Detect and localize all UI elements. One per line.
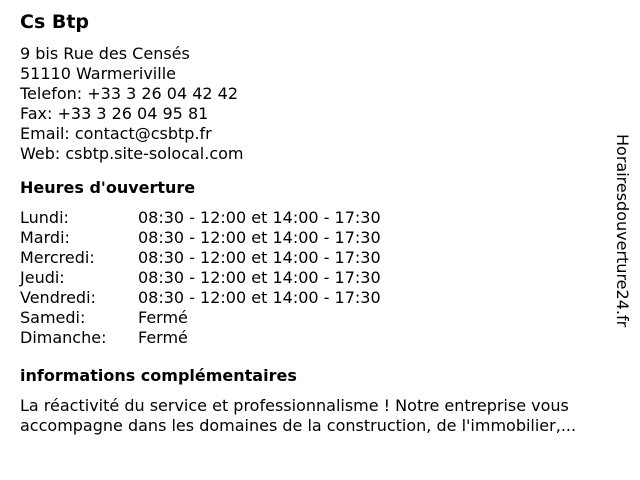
address-street: 9 bis Rue des Censés [20, 44, 190, 63]
hours-day-label: Samedi: [20, 308, 86, 327]
hours-row-saturday [20, 308, 620, 328]
hours-row-tuesday [20, 228, 620, 248]
hours-row-wednesday [20, 248, 620, 268]
hours-day-label: Mercredi: [20, 248, 95, 267]
hours-time-value: 08:30 - 12:00 et 14:00 - 17:30 [138, 228, 381, 247]
hours-day-label: Lundi: [20, 208, 69, 227]
hours-time-value: Fermé [138, 328, 188, 347]
site-watermark: Horairesdouverture24.fr [613, 134, 632, 328]
contact-block [20, 44, 620, 164]
company-name: Cs Btp [20, 11, 90, 33]
hours-row-monday [20, 208, 620, 228]
business-card [20, 10, 620, 436]
hours-row-thursday [20, 268, 620, 288]
hours-day-label: Jeudi: [20, 268, 65, 287]
hours-heading: Heures d'ouverture [20, 178, 196, 197]
hours-time-value: 08:30 - 12:00 et 14:00 - 17:30 [138, 248, 381, 267]
phone-line: Telefon: +33 3 26 04 42 42 [20, 84, 239, 103]
hours-time-value: 08:30 - 12:00 et 14:00 - 17:30 [138, 208, 381, 227]
hours-day-label: Mardi: [20, 228, 70, 247]
hours-row-friday [20, 288, 620, 308]
hours-row-sunday [20, 328, 620, 348]
hours-day-label: Vendredi: [20, 288, 96, 307]
hours-table [20, 208, 620, 348]
hours-time-value: 08:30 - 12:00 et 14:00 - 17:30 [138, 288, 381, 307]
info-description: La réactivité du service et professionnalisme ! Notre entreprise vous accompagne dans les domaines de la construction, de l'immobilier,... [20, 396, 577, 435]
address-city: 51110 Warmeriville [20, 64, 176, 83]
hours-time-value: Fermé [138, 308, 188, 327]
info-heading: informations complémentaires [20, 366, 297, 385]
fax-line: Fax: +33 3 26 04 95 81 [20, 104, 209, 123]
hours-time-value: 08:30 - 12:00 et 14:00 - 17:30 [138, 268, 381, 287]
email-line: Email: contact@csbtp.fr [20, 124, 212, 143]
hours-day-label: Dimanche: [20, 328, 107, 347]
web-line: Web: csbtp.site-solocal.com [20, 144, 244, 163]
